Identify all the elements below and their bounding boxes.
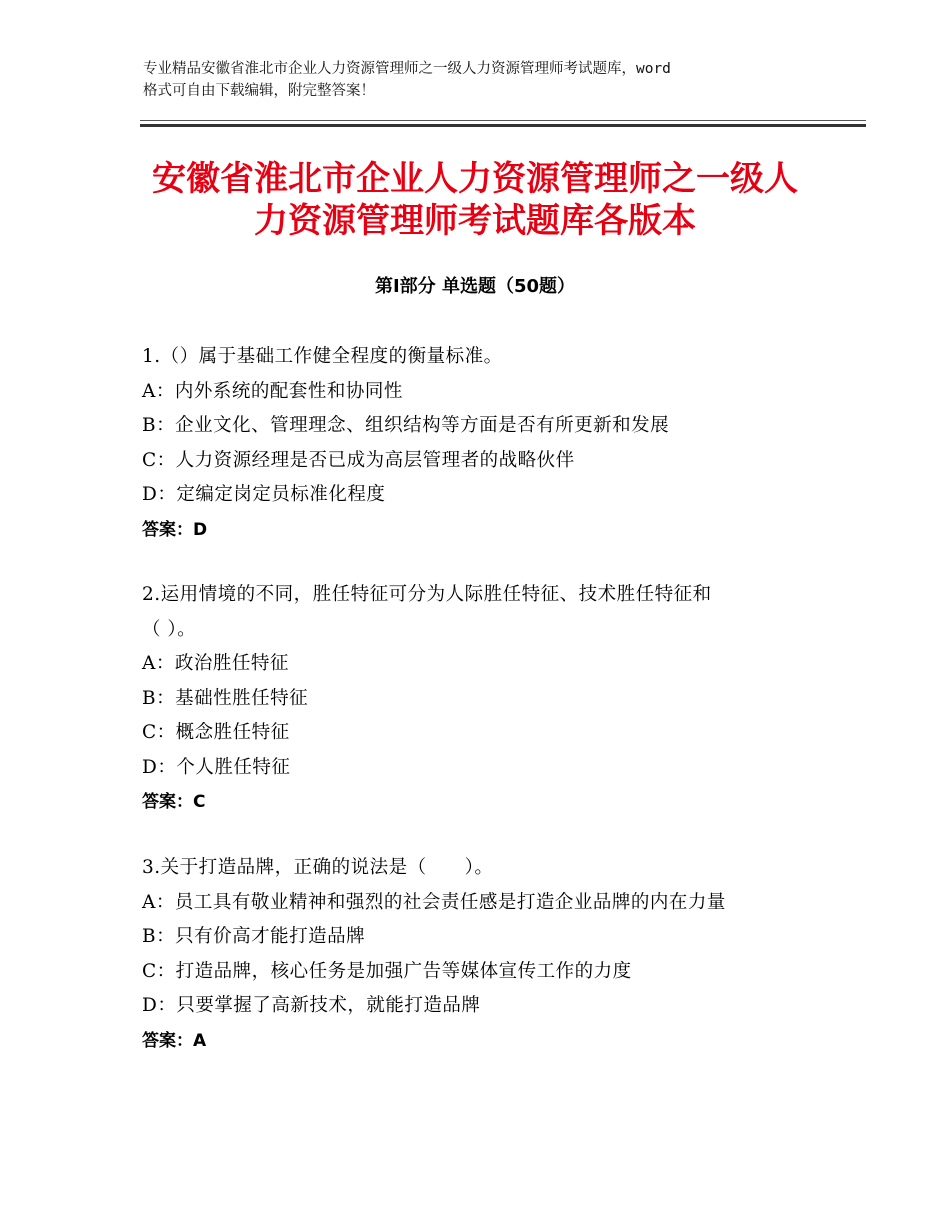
- header-note-line: 专业精品安徽省淮北市企业人力资源管理师之一级人力资源管理师考试题库，word: [143, 61, 671, 77]
- question-option: A：内外系统的配套性和协同性: [142, 380, 403, 402]
- header-divider-thick: [140, 124, 866, 127]
- question-stem: 1.（）属于基础工作健全程度的衡量标准。: [142, 346, 503, 367]
- question-option: A：员工具有敬业精神和强烈的社会责任感是打造企业品牌的内在力量: [142, 891, 726, 913]
- question-option: A：政治胜任特征: [142, 653, 289, 674]
- question-option: B：基础性胜任特征: [142, 687, 309, 709]
- question-block: [142, 340, 822, 547]
- question-option: B：只有价高才能打造品牌: [142, 926, 366, 947]
- document-title-line: 安徽省淮北市企业人力资源管理师之一级人: [152, 159, 798, 199]
- question-block: [142, 578, 822, 820]
- question-option: C：人力资源经理是否已成为高层管理者的战略伙伴: [142, 449, 575, 471]
- question-stem: （ ）。: [142, 618, 197, 640]
- header-divider-thin: [140, 120, 866, 121]
- question-answer: 答案：A: [142, 1030, 207, 1051]
- question-option: B：企业文化、管理理念、组织结构等方面是否有所更新和发展: [142, 415, 670, 436]
- question-option: D：只要掌握了高新技术，就能打造品牌: [142, 995, 481, 1016]
- question-option: D：定编定岗定员标准化程度: [142, 484, 386, 505]
- question-stem: 3.关于打造品牌，正确的说法是（ ）。: [142, 857, 494, 878]
- question-answer: 答案：D: [142, 519, 208, 540]
- question-block: [142, 851, 822, 1058]
- question-option: D：个人胜任特征: [142, 756, 291, 778]
- section-title: 第Ⅰ部分 单选题（50题）: [374, 276, 575, 297]
- document-title: [100, 158, 850, 242]
- header-note-line: 格式可自由下载编辑，附完整答案！: [143, 83, 375, 99]
- header-note: [143, 58, 823, 102]
- question-answer: 答案：C: [142, 792, 206, 812]
- question-option: C：打造品牌，核心任务是加强广告等媒体宣传工作的力度: [142, 960, 632, 982]
- question-option: C：概念胜任特征: [142, 722, 290, 743]
- document-title-line: 力资源管理师考试题库各版本: [254, 201, 696, 241]
- question-stem: 2.运用情境的不同，胜任特征可分为人际胜任特征、技术胜任特征和: [142, 584, 712, 605]
